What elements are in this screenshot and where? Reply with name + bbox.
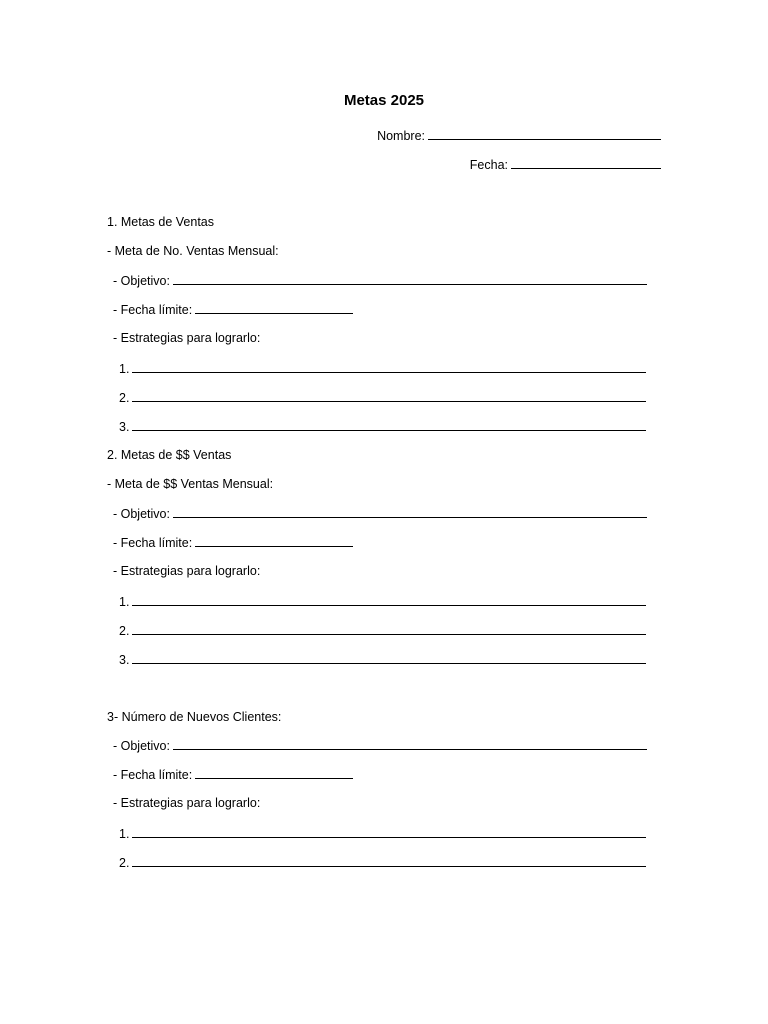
section-1-heading [107,214,214,230]
strategy-blank[interactable] [132,622,646,635]
strategy-number: 2. [119,624,130,638]
s1-estrategias-row [113,330,260,346]
nombre-row [377,127,661,143]
s1-objetivo-row [113,272,647,289]
s3-strategy-1 [119,825,646,842]
section-2-subheading [107,476,273,492]
objetivo-label: - Objetivo: [113,739,170,753]
objetivo-label: - Objetivo: [113,507,170,521]
fecha-label: Fecha: [469,158,508,172]
nombre-label: Nombre: [377,129,425,143]
s2-strategy-1 [119,593,646,610]
estrategias-label: - Estrategias para lograrlo: [113,796,261,810]
section-1-subheading-text: - Meta de No. Ventas Mensual: [107,244,279,258]
strategy-number: 1. [119,362,130,376]
strategy-number: 3. [119,420,130,434]
nombre-blank[interactable] [428,127,661,140]
strategy-blank[interactable] [132,389,646,402]
strategy-number: 1. [119,827,130,841]
s1-strategy-2 [119,389,646,406]
s3-objetivo-row [113,737,647,754]
objetivo-blank[interactable] [173,737,647,750]
page-title: Metas 2025 [343,92,425,109]
fecha-limite-label: - Fecha límite: [113,303,193,317]
section-3-heading-text: 3- Número de Nuevos Clientes: [107,710,282,724]
fecha-row [470,156,661,172]
s1-strategy-3 [119,418,646,435]
s3-estrategias-row [113,795,260,811]
fecha-blank[interactable] [511,156,661,169]
strategy-number: 2. [119,856,130,870]
section-2-subheading-text: - Meta de $$ Ventas Mensual: [107,477,274,491]
section-1-subheading [107,243,279,259]
estrategias-label: - Estrategias para lograrlo: [113,331,261,345]
strategy-blank[interactable] [132,825,646,838]
strategy-blank[interactable] [132,854,646,867]
fecha-limite-label: - Fecha límite: [113,536,193,550]
s3-strategy-2 [119,854,646,871]
objetivo-blank[interactable] [173,272,647,285]
section-3-heading [107,709,281,725]
strategy-blank[interactable] [132,651,646,664]
section-2-heading-text: 2. Metas de $$ Ventas [107,448,232,462]
fecha-limite-blank[interactable] [195,534,353,547]
strategy-blank[interactable] [132,418,646,431]
fecha-limite-label: - Fecha límite: [113,768,193,782]
strategy-blank[interactable] [132,360,646,373]
section-2-heading [107,447,231,463]
estrategias-label: - Estrategias para lograrlo: [113,564,261,578]
fecha-limite-blank[interactable] [195,766,353,779]
section-1-heading-text: 1. Metas de Ventas [107,215,215,229]
s2-fecha-limite-row [113,534,353,551]
s2-strategy-2 [119,622,646,639]
s3-fecha-limite-row [113,766,353,783]
fecha-limite-blank[interactable] [195,301,353,314]
s2-objetivo-row [113,505,647,522]
strategy-number: 3. [119,653,130,667]
s1-fecha-limite-row [113,301,353,318]
s1-strategy-1 [119,360,646,377]
strategy-number: 2. [119,391,130,405]
objetivo-label: - Objetivo: [113,274,170,288]
strategy-blank[interactable] [132,593,646,606]
objetivo-blank[interactable] [173,505,647,518]
s2-strategy-3 [119,651,646,668]
s2-estrategias-row [113,563,260,579]
strategy-number: 1. [119,595,130,609]
